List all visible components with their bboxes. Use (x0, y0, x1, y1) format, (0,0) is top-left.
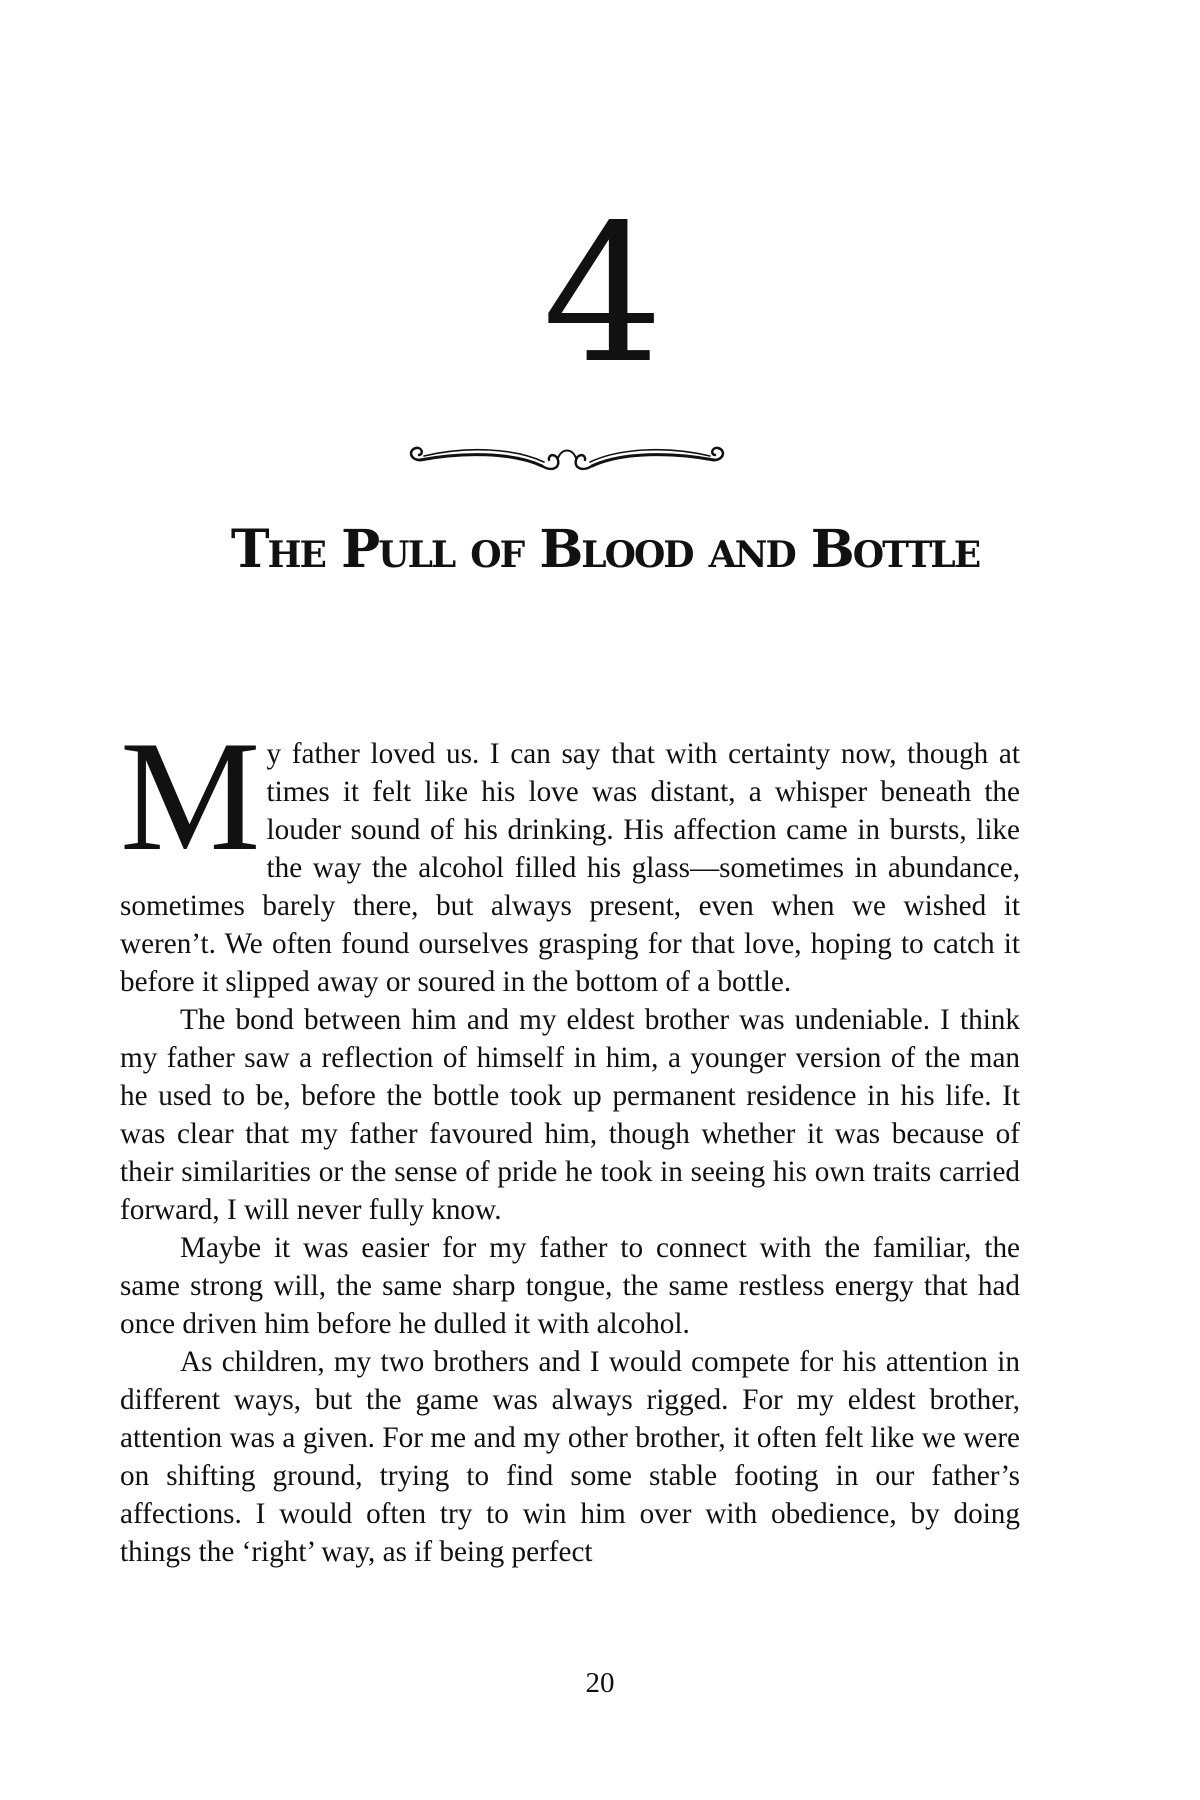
drop-cap: M (120, 709, 261, 884)
paragraph-2: The bond between him and my eldest brother was undeniable. I think my father saw a reflection of himself in him, a younger version of the man he used to be, before the bottle took up permanent residence in his life. It was clear that my father favoured him, though whether it was because of their similarities or the sense of pride he took in seeing his own traits carried forward, I will never fully know. (120, 1004, 1020, 1226)
page-number: 20 (585, 1667, 615, 1699)
scroll-flourish-divider-icon (402, 438, 732, 476)
paragraph-1 (120, 709, 1020, 1001)
paragraph-4: As children, my two brothers and I would compete for his attention in different ways, but the game was always rigged. For my eldest brother, attention was a given. For me and my other brother, it often felt like we were on shifting ground, trying to find some stable footing in our father’s affections. I would often try to win him over with obedience, by doing things the ‘right’ way, as if being perfect (120, 1346, 1020, 1568)
chapter-title: The Pull of Blood and Bottle (230, 519, 980, 580)
chapter-number: 4 (542, 184, 658, 405)
paragraph-3: Maybe it was easier for my father to connect with the familiar, the same strong will, the same sharp tongue, the same restless energy that had once driven him before he dulled it with alcohol. (120, 1232, 1020, 1340)
paragraph-1-text: y father loved us. I can say that with certainty now, though at times it felt like his love was distant, a whisper beneath the louder sound of his drinking. His affection came in bursts, like the way the alcohol filled his glass—sometimes in abundance, sometimes barely there, but always present, even when we wished it weren’t. We often found ourselves grasping for that love, hoping to catch it before it slipped away or soured in the bottom of a bottle. (120, 738, 1020, 998)
chapter-body (120, 709, 1020, 1571)
